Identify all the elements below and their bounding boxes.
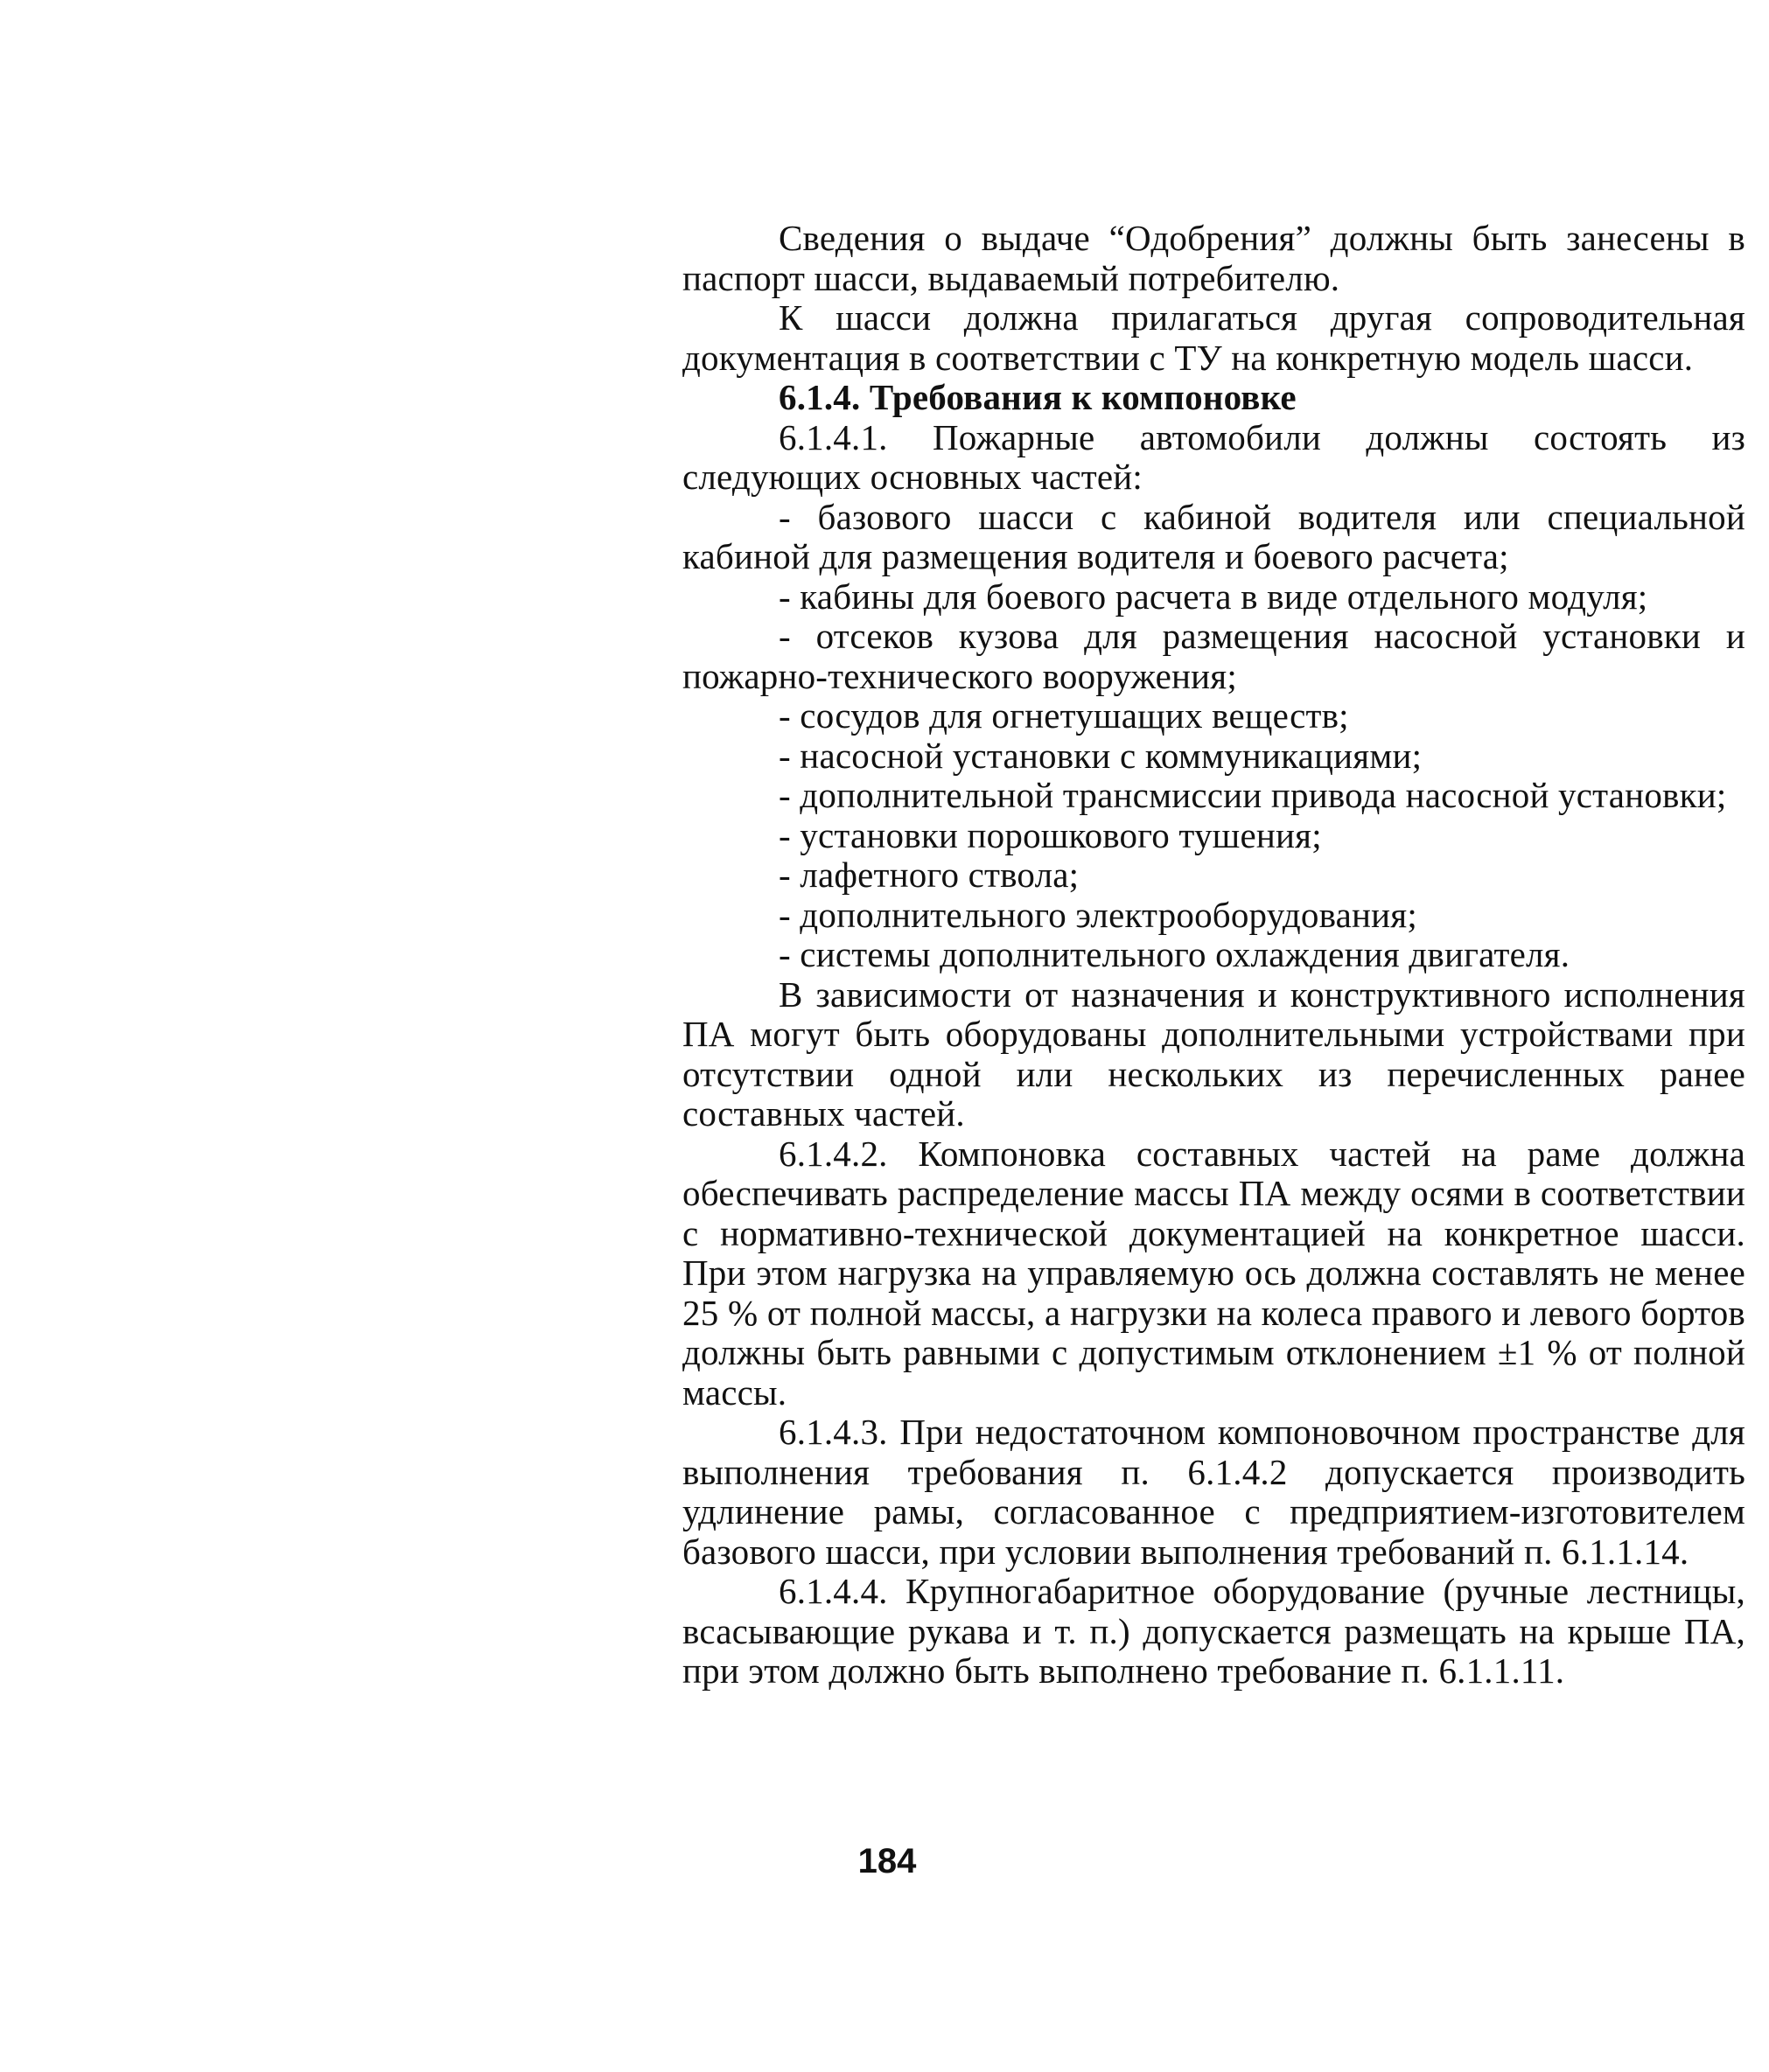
clause-6-1-4-4: 6.1.4.4. Крупногабаритное оборудование (ручные лестницы, всасывающие рукава и т. п.) допускается размещать на крыше ПА, при этом должно быть выполнено требование п. 6.1.1.11. [682, 1571, 1745, 1691]
page-number: 184 [857, 1842, 917, 1880]
list-item: - системы дополнительного охлаждения двигателя. [779, 934, 1570, 974]
list-item: - базового шасси с кабиной водителя или специальной кабиной для размещения водителя и боевого расчета; [682, 496, 1745, 576]
list-item: - кабины для боевого расчета в виде отдельного модуля; [779, 576, 1648, 617]
clause-6-1-4-3: 6.1.4.3. При недостаточном компоновочном пространстве для выполнения требования п. 6.1.4.2 допускается производить удлинение рамы, согласованное с предприятием-изготовителем базового шасси, при условии выполнения требований п. 6.1.1.14. [682, 1412, 1745, 1572]
list-item: - дополнительной трансмиссии привода насосной установки; [779, 775, 1727, 815]
clause-6-1-4-1-intro: 6.1.4.1. Пожарные автомобили должны состоять из следующих основных частей: [682, 416, 1745, 497]
parts-list [682, 498, 1745, 975]
list-item: - насосной установки с коммуникациями; [779, 735, 1423, 776]
section-heading: 6.1.4. Требования к компоновке [779, 377, 1297, 417]
list-item: - дополнительного электрооборудования; [779, 894, 1417, 935]
list-item: - установки порошкового тушения; [779, 814, 1322, 855]
clause-6-1-4-2: 6.1.4.2. Компоновка составных частей на раме должна обеспечивать распределение массы ПА между осями в соответствии с нормативно-технической документацией на конкретное шасси. При этом нагрузка на управляемую ось должна составлять не менее 25 % от полной массы, а нагрузки на колеса правого и левого бортов должны быть равными с допустимым отклонением ±1 % от полной массы. [682, 1133, 1745, 1413]
paragraph-accompanying-docs: К шасси должна прилагаться другая сопроводительная документация в соответствии с ТУ на конкретную модель шасси. [682, 297, 1745, 378]
clause-6-1-4-1-note: В зависимости от назначения и конструктивного исполнения ПА могут быть оборудованы дополнительными устройствами при отсутствии одной или нескольких из перечисленных ранее составных частей. [682, 973, 1745, 1134]
list-item: - сосудов для огнетушащих веществ; [779, 695, 1349, 736]
list-item: - отсеков кузова для размещения насосной установки и пожарно-технического вооружения; [682, 616, 1745, 696]
list-item: - лафетного ствола; [779, 855, 1080, 895]
paragraph-approval-record: Сведения о выдаче “Одобрения” должны быть занесены в паспорт шасси, выдаваемый потребителю. [682, 218, 1745, 298]
document-body [682, 219, 1745, 1692]
